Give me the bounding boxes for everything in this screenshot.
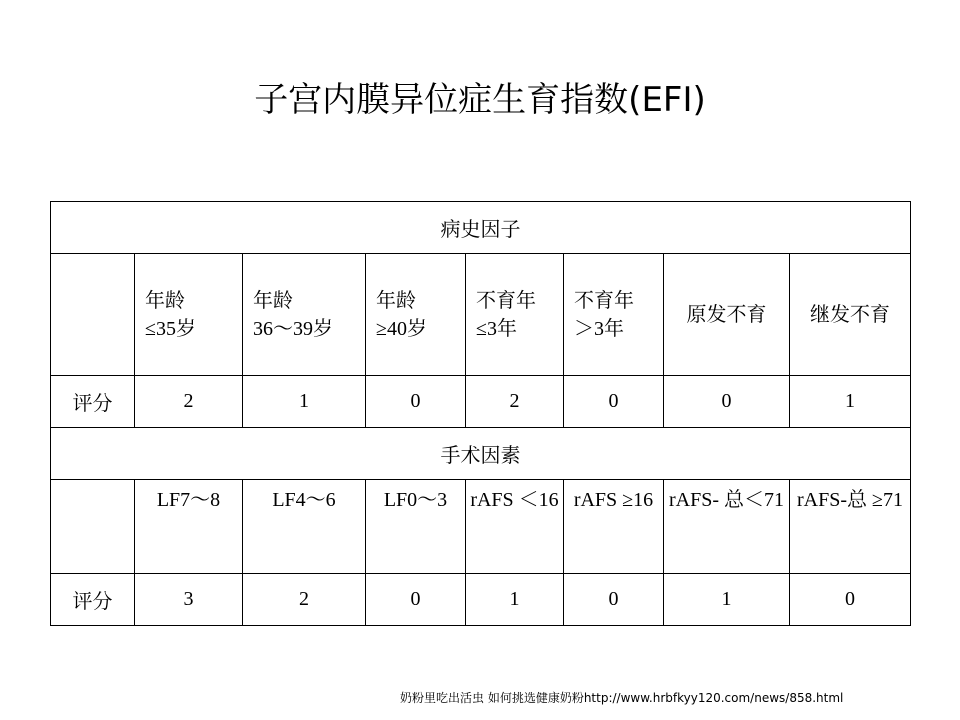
surgery-header-line2: ＜16 xyxy=(518,489,559,511)
history-header-line1: 年龄 xyxy=(376,289,416,312)
surgery-score-cell: 1 xyxy=(664,574,790,626)
surgery-section-row xyxy=(51,428,911,480)
surgery-header-cell xyxy=(366,480,466,574)
surgery-header-cell xyxy=(564,480,664,574)
surgery-header-line2: 总＜71 xyxy=(724,489,784,511)
history-score-cell: 1 xyxy=(243,376,366,428)
surgery-header-line1: LF4～6 xyxy=(272,489,336,511)
history-header-row xyxy=(51,254,911,376)
history-header-line1: 原发不育 xyxy=(686,303,767,326)
surgery-header-cell xyxy=(664,480,790,574)
history-score-cell: 0 xyxy=(664,376,790,428)
footer-source-link[interactable]: 奶粉里吃出活虫 如何挑选健康奶粉http://www.hrbfkyy120.com/news/858.html xyxy=(400,691,844,705)
surgery-section-header: 手术因素 xyxy=(51,428,911,480)
history-header-line2: ＞3年 xyxy=(574,317,624,340)
history-header-cell xyxy=(790,254,911,376)
history-header-cell xyxy=(243,254,366,376)
score-row-label: 评分 xyxy=(51,574,135,626)
surgery-score-cell: 2 xyxy=(243,574,366,626)
history-header-line2: ≤35岁 xyxy=(145,317,196,340)
history-header-cell xyxy=(366,254,466,376)
surgery-header-cell xyxy=(466,480,564,574)
efi-score-table xyxy=(50,201,911,626)
slide-title: 子宫内膜异位症生育指数(EFI) xyxy=(254,80,706,120)
history-score-row xyxy=(51,376,911,428)
surgery-score-cell: 0 xyxy=(564,574,664,626)
surgery-header-line1: LF7～8 xyxy=(156,489,221,511)
surgery-header-cell xyxy=(135,480,243,574)
surgery-score-cell: 0 xyxy=(366,574,466,626)
surgery-score-cell: 0 xyxy=(790,574,911,626)
empty-corner-cell xyxy=(51,254,135,376)
history-header-line2: ≤3年 xyxy=(476,317,517,340)
history-header-cell xyxy=(135,254,243,376)
score-row-label: 评分 xyxy=(51,376,135,428)
surgery-header-line1: LF0～3 xyxy=(383,489,448,511)
surgery-header-cell xyxy=(790,480,911,574)
history-score-cell: 1 xyxy=(790,376,911,428)
surgery-header-line1: rAFS xyxy=(573,489,618,511)
surgery-header-line1: rAFS- xyxy=(668,489,719,511)
surgery-header-line1: rAFS xyxy=(470,489,514,511)
surgery-score-cell: 3 xyxy=(135,574,243,626)
history-score-cell: 2 xyxy=(135,376,243,428)
history-header-cell xyxy=(466,254,564,376)
history-score-cell: 0 xyxy=(564,376,664,428)
history-section-row xyxy=(51,202,911,254)
surgery-score-cell: 1 xyxy=(466,574,564,626)
history-header-cell xyxy=(664,254,790,376)
history-header-line2: 36～39岁 xyxy=(253,317,333,340)
history-score-cell: 2 xyxy=(466,376,564,428)
surgery-header-row xyxy=(51,480,911,574)
surgery-header-cell xyxy=(243,480,366,574)
history-header-line1: 年龄 xyxy=(253,289,293,312)
surgery-header-line2: ≥16 xyxy=(622,489,654,511)
empty-corner-cell xyxy=(51,480,135,574)
surgery-header-line1: rAFS-总 xyxy=(797,489,868,511)
history-header-line1: 不育年 xyxy=(476,289,536,312)
history-header-line2: ≥40岁 xyxy=(376,317,427,340)
surgery-score-row xyxy=(51,574,911,626)
history-header-line1: 继发不育 xyxy=(810,303,890,326)
history-header-line1: 不育年 xyxy=(574,289,634,312)
history-score-cell: 0 xyxy=(366,376,466,428)
history-section-header: 病史因子 xyxy=(51,202,911,254)
surgery-header-line2: ≥71 xyxy=(872,489,903,511)
history-header-line1: 年龄 xyxy=(145,289,185,312)
history-header-cell xyxy=(564,254,664,376)
